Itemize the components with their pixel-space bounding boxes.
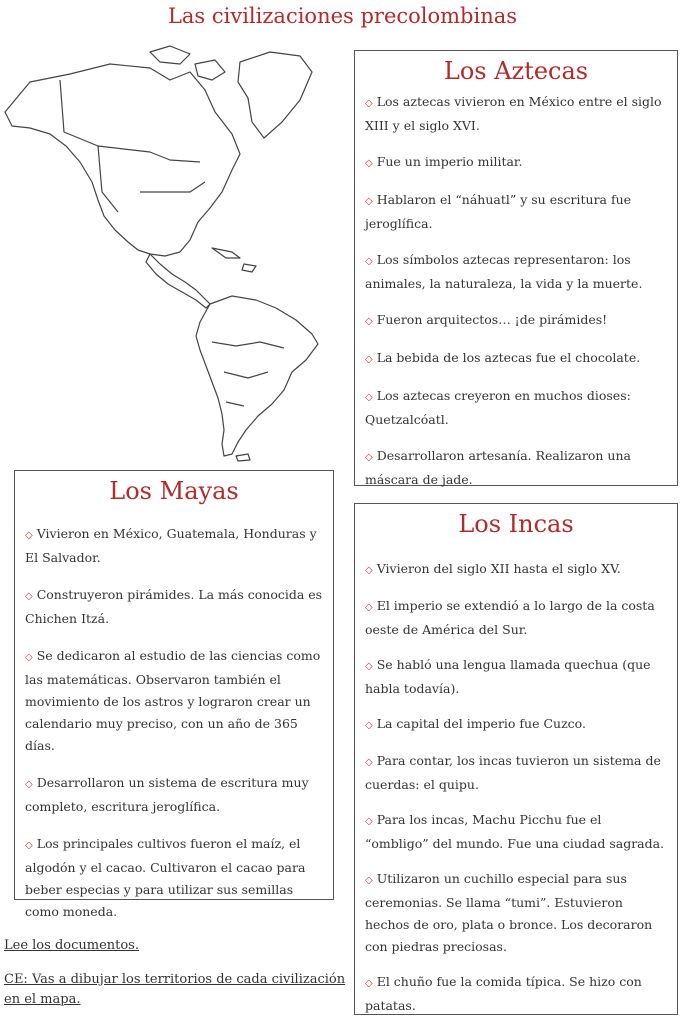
diamond-bullet-icon: ◇ — [25, 530, 33, 541]
diamond-bullet-icon: ◇ — [365, 98, 373, 109]
diamond-bullet-icon: ◇ — [365, 452, 373, 463]
list-item: ◇ Hablaron el “náhuatl” y su escritura fue jeroglífica. — [365, 192, 632, 231]
diamond-bullet-icon: ◇ — [25, 840, 33, 851]
diamond-bullet-icon: ◇ — [365, 602, 373, 613]
instruction-read: Lee los documentos. — [4, 938, 139, 953]
list-item: ◇ Los símbolos aztecas representaron: los animales, la naturaleza, la vida y la muerte. — [365, 252, 643, 291]
diamond-bullet-icon: ◇ — [25, 652, 33, 663]
page-title: Las civilizaciones precolombinas — [167, 4, 518, 28]
aztecas-list — [365, 91, 667, 491]
list-item: ◇ Fueron arquitectos… ¡de pirámides! — [365, 312, 608, 327]
mayas-box — [14, 470, 334, 919]
diamond-bullet-icon: ◇ — [365, 978, 373, 989]
diamond-bullet-icon: ◇ — [365, 565, 373, 576]
diamond-bullet-icon: ◇ — [365, 757, 373, 768]
diamond-bullet-icon: ◇ — [365, 661, 373, 672]
diamond-bullet-icon: ◇ — [365, 816, 373, 827]
diamond-bullet-icon: ◇ — [365, 256, 373, 267]
list-item: ◇ Utilizaron un cuchillo especial para sus ceremonias. Se llama “tumi”. Estuvieron hechos de oro, plata o bronce. Los decoraron con piedras preciosas. — [365, 871, 653, 954]
list-item: ◇ Vivieron del siglo XII hasta el siglo XV. — [365, 561, 621, 576]
aztecas-heading: Los Aztecas — [443, 57, 589, 85]
diamond-bullet-icon: ◇ — [365, 158, 373, 169]
list-item: ◇ La bebida de los aztecas fue el chocolate. — [365, 350, 641, 365]
list-item: ◇ Fue un imperio militar. — [365, 154, 523, 169]
diamond-bullet-icon: ◇ — [365, 316, 373, 327]
list-item: ◇ Desarrollaron un sistema de escritura muy completo, escritura jeroglífica. — [25, 775, 309, 814]
americas-map-icon — [0, 42, 345, 462]
list-item: ◇ Los principales cultivos fueron el maíz, el algodón y el cacao. Cultivaron el cacao para beber especias y para utilizar sus semillas como moneda. — [25, 836, 306, 919]
aztecas-box — [354, 50, 678, 486]
mayas-heading: Los Mayas — [109, 477, 239, 505]
incas-heading: Los Incas — [458, 510, 574, 538]
diamond-bullet-icon: ◇ — [365, 720, 373, 731]
list-item: ◇ Vivieron en México, Guatemala, Honduras y El Salvador. — [25, 526, 317, 565]
list-item: ◇ Se habló una lengua llamada quechua (que habla todavía). — [365, 657, 651, 696]
list-item: ◇ La capital del imperio fue Cuzco. — [365, 716, 586, 731]
list-item: ◇ Desarrollaron artesanía. Realizaron una máscara de jade. — [365, 448, 631, 487]
list-item: ◇ Construyeron pirámides. La más conocida es Chichen Itzá. — [25, 587, 323, 626]
diamond-bullet-icon: ◇ — [365, 196, 373, 207]
list-item: ◇ El imperio se extendió a lo largo de la costa oeste de América del Sur. — [365, 598, 655, 637]
diamond-bullet-icon: ◇ — [365, 354, 373, 365]
incas-box — [354, 503, 678, 1015]
diamond-bullet-icon: ◇ — [365, 392, 373, 403]
list-item: ◇ Para los incas, Machu Picchu fue el “ombligo” del mundo. Fue una ciudad sagrada. — [365, 812, 665, 851]
mayas-list — [25, 523, 323, 923]
diamond-bullet-icon: ◇ — [25, 591, 33, 602]
instruction-draw: CE: Vas a dibujar los territorios de cada civilización en el mapa. — [4, 972, 346, 1007]
list-item: ◇ Los aztecas vivieron en México entre el siglo XIII y el siglo XVI. — [365, 94, 662, 133]
list-item: ◇ Para contar, los incas tuvieron un sistema de cuerdas: el quipu. — [365, 753, 661, 792]
list-item: ◇ Los aztecas creyeron en muchos dioses: Quetzalcóatl. — [365, 388, 631, 427]
list-item: ◇ Se dedicaron al estudio de las ciencias como las matemáticas. Observaron también el movimiento de los astros y lograron crear un calendario muy preciso, con un año de 365 días. — [25, 648, 321, 753]
diamond-bullet-icon: ◇ — [365, 875, 373, 886]
diamond-bullet-icon: ◇ — [25, 779, 33, 790]
list-item: ◇ El chuño fue la comida típica. Se hizo con patatas. — [365, 974, 642, 1013]
incas-list — [365, 558, 667, 1017]
